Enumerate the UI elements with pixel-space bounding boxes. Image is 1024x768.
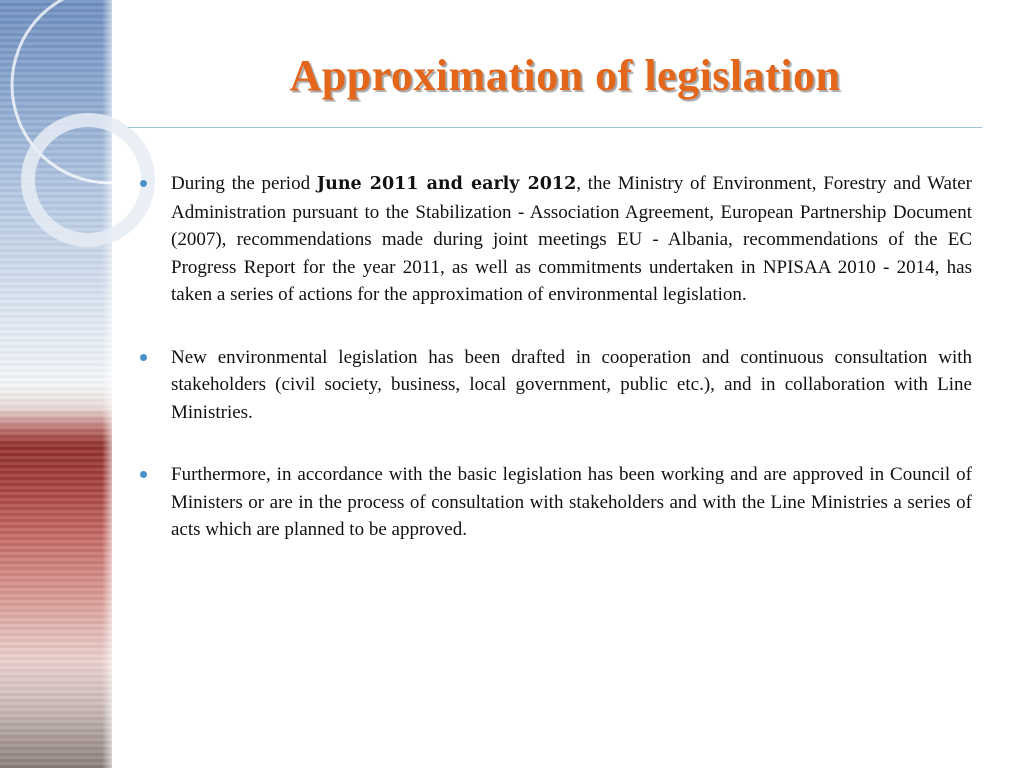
bullet-icon	[140, 180, 147, 187]
bullet-list	[140, 170, 972, 579]
bullet-icon	[140, 471, 147, 478]
slide-title: Approximation of legislation	[289, 51, 841, 100]
bullet-item	[140, 344, 972, 427]
bullet-text: New environmental legislation has been drafted in cooperation and continuous consultation with stakeholders (civil society, business, local government, public etc.), and in collaboration with Line Ministries.	[171, 346, 972, 423]
bullet-item	[140, 170, 972, 309]
bullet-bold-period: June 2011 and early 2012	[316, 174, 577, 194]
bullet-text-after: , the Ministry of Environment, Forestry and Water Administration pursuant to the Stabilization - Association Agreement, European Partnership Document (2007), recommendations made during joint meetings EU - Albania, recommendations of the EC Progress Report for the year 2011, as well as commitments undertaken in NPISAA 2010 - 2014, has taken a series of actions for the approximation of environmental legislation.	[171, 173, 973, 305]
bullet-text: Furthermore, in accordance with the basic legislation has been working and are approved in Council of Ministers or are in the process of consultation with stakeholders and with the Line Ministries a series of acts which are planned to be approved.	[171, 464, 972, 540]
bullet-text-before: During the period	[171, 173, 317, 194]
bullet-item	[140, 461, 972, 544]
title-divider	[128, 127, 982, 128]
bullet-icon	[140, 354, 147, 361]
